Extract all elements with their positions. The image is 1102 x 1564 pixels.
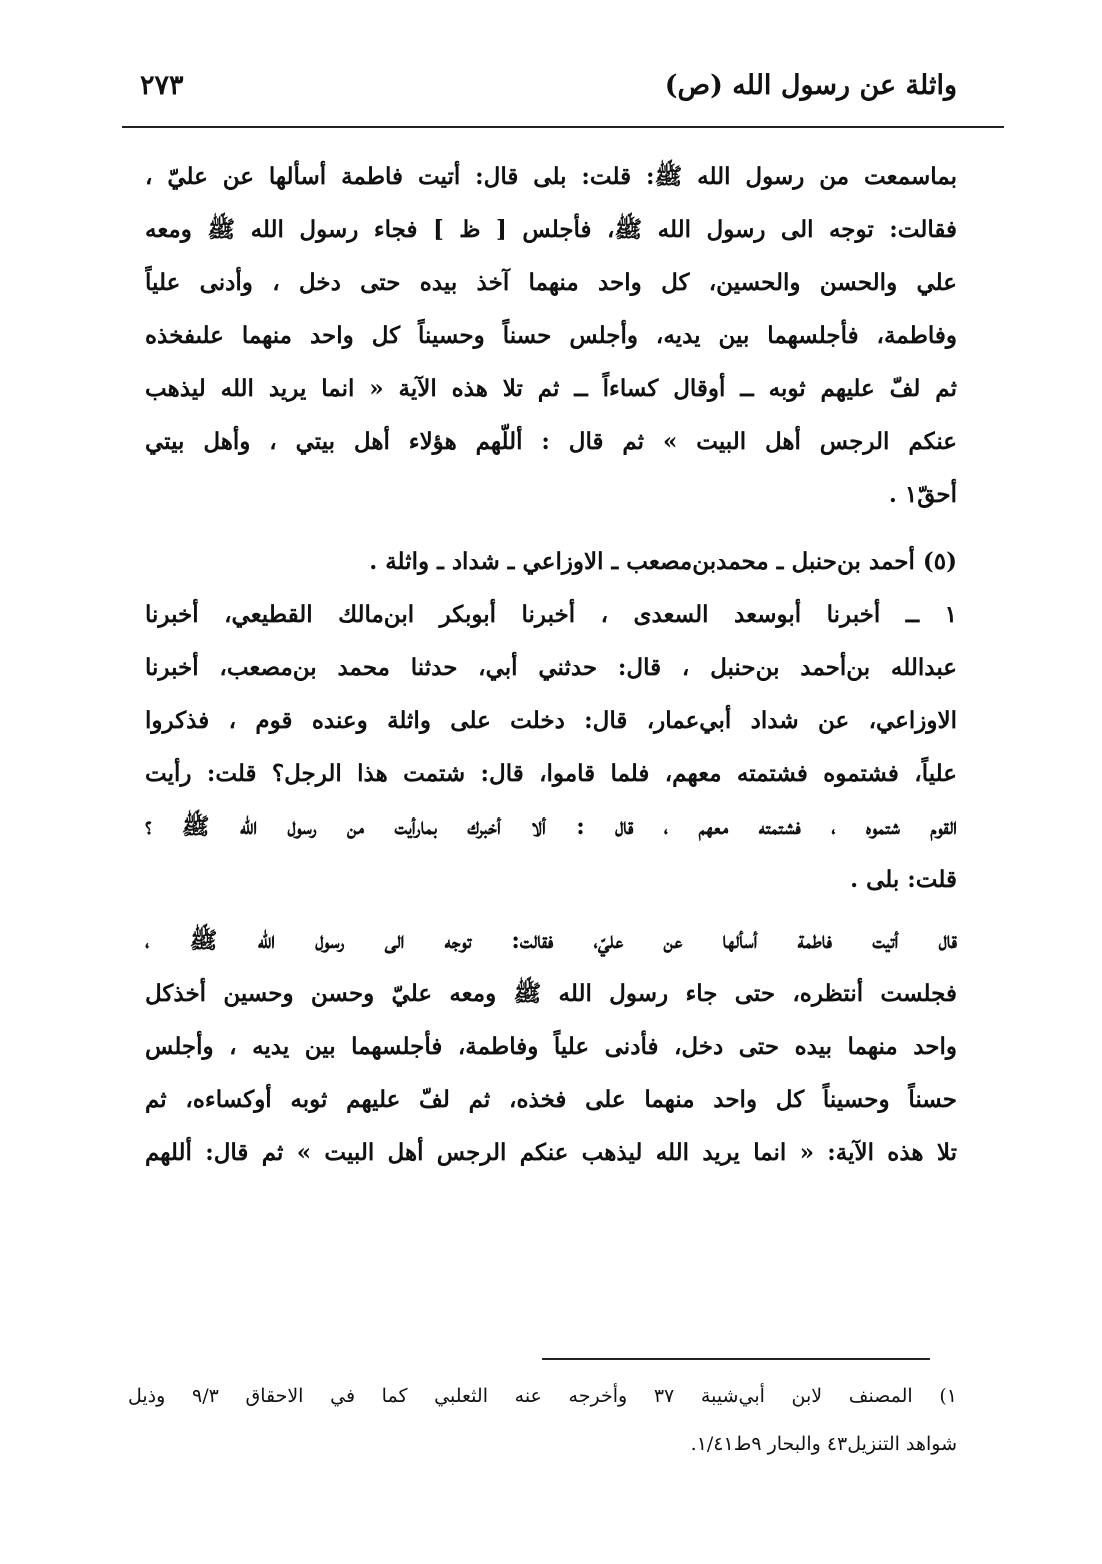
footnote-rule — [542, 1358, 930, 1360]
text-line: واحد منهما بيده حتى دخل، فأدنى علياً وفاطمة، فأجلسهما بين يديه ، وأجلس — [145, 1033, 957, 1060]
text-line: أحقّ١ . — [888, 481, 957, 508]
text-line: تلا هذه الآية: « انما يريد الله ليذهب عنكم الرجس أهل البيت » ثم قال: أللهم — [145, 1139, 957, 1166]
text-line: عبدالله بن‌أحمد بن‌حنبل ، قال: حدثني أبي، حدثنا محمد بن‌مصعب، أخبرنا — [145, 654, 957, 681]
spacer — [145, 906, 957, 914]
text-line: بماسمعت من رسول الله ﷺ: قلت: بلى قال: أتيت فاطمة أسألها عن عليّ ، — [145, 163, 957, 190]
main-text — [145, 150, 957, 1179]
page-header — [140, 70, 957, 120]
text-line: ١ ــ أخبرنا أبوسعد السعدى ، أخبرنا أبوبكر ابن‌مالك القطيعي، أخبرنا — [145, 601, 957, 628]
section-heading: (٥) أحمد بن‌حنبل ـ محمدبن‌مصعب ـ الاوزاعي ـ شداد ـ واثلة . — [369, 548, 957, 575]
text-line: قلت: بلى . — [850, 866, 957, 893]
footnote-line: شواهد التنزيل٤٣ والبحار ٩ط١/٤١. — [690, 1433, 957, 1455]
footnote-line: ١) المصنف لابن أبي‌شيبة ٣٧ وأخرجه عنه الثعلبي كما في الاحقاق ٩/٣ وذيل — [128, 1385, 957, 1407]
running-title: واثلة عن رسول الله (ص) — [664, 70, 957, 101]
text-line: القوم شتموه ، فشتمته معهم ، قال : ألا أخبرك بمارأيت من رسول الله ﷺ ؟ — [145, 813, 957, 840]
footnotes — [128, 1372, 957, 1468]
text-line: وفاطمة، فأجلسهما بين يديه، وأجلس حسناً وحسيناً كل واحد منهما علىفخذه — [145, 322, 957, 349]
page-number: ٢٧٣ — [140, 70, 184, 101]
spacer — [145, 521, 957, 535]
text-line: علياً، فشتموه فشتمته معهم، فلما قاموا، قال: شتمت هذا الرجل؟ قلت: رأيت — [145, 760, 957, 787]
header-rule — [122, 126, 1004, 128]
text-line: عنكم الرجس أهل البيت » ثم قال : أللّهم هؤلاء أهل بيتي ، وأهل بيتي — [145, 428, 957, 455]
text-line: ثم لفّ عليهم ثوبه ــ أوقال كساءاً ــ ثم تلا هذه الآية « انما يريد الله ليذهب — [145, 375, 957, 402]
text-line: قال أتيت فاطمة أسألها عن عليّ، فقالت: توجه الى رسول الله ﷺ ، — [145, 927, 957, 954]
text-line: فقالت: توجه الى رسول الله ﷺ، فأجلس [ ظ ] فجاء رسول الله ﷺ ومعه — [145, 216, 957, 243]
text-line: حسناً وحسيناً كل واحد منهما على فخذه، ثم لفّ عليهم ثوبه أوكساءه، ثم — [145, 1086, 957, 1113]
text-line: الاوزاعي، عن شداد أبي‌عمار، قال: دخلت على واثلة وعنده قوم ، فذكروا — [145, 707, 957, 734]
text-line: علي والحسن والحسين، كل واحد منهما آخذ بيده حتى دخل ، وأدنى علياً — [145, 269, 957, 296]
text-line: فجلست أنتظره، حتى جاء رسول الله ﷺ ومعه عليّ وحسن وحسين أخذكل — [145, 980, 957, 1007]
